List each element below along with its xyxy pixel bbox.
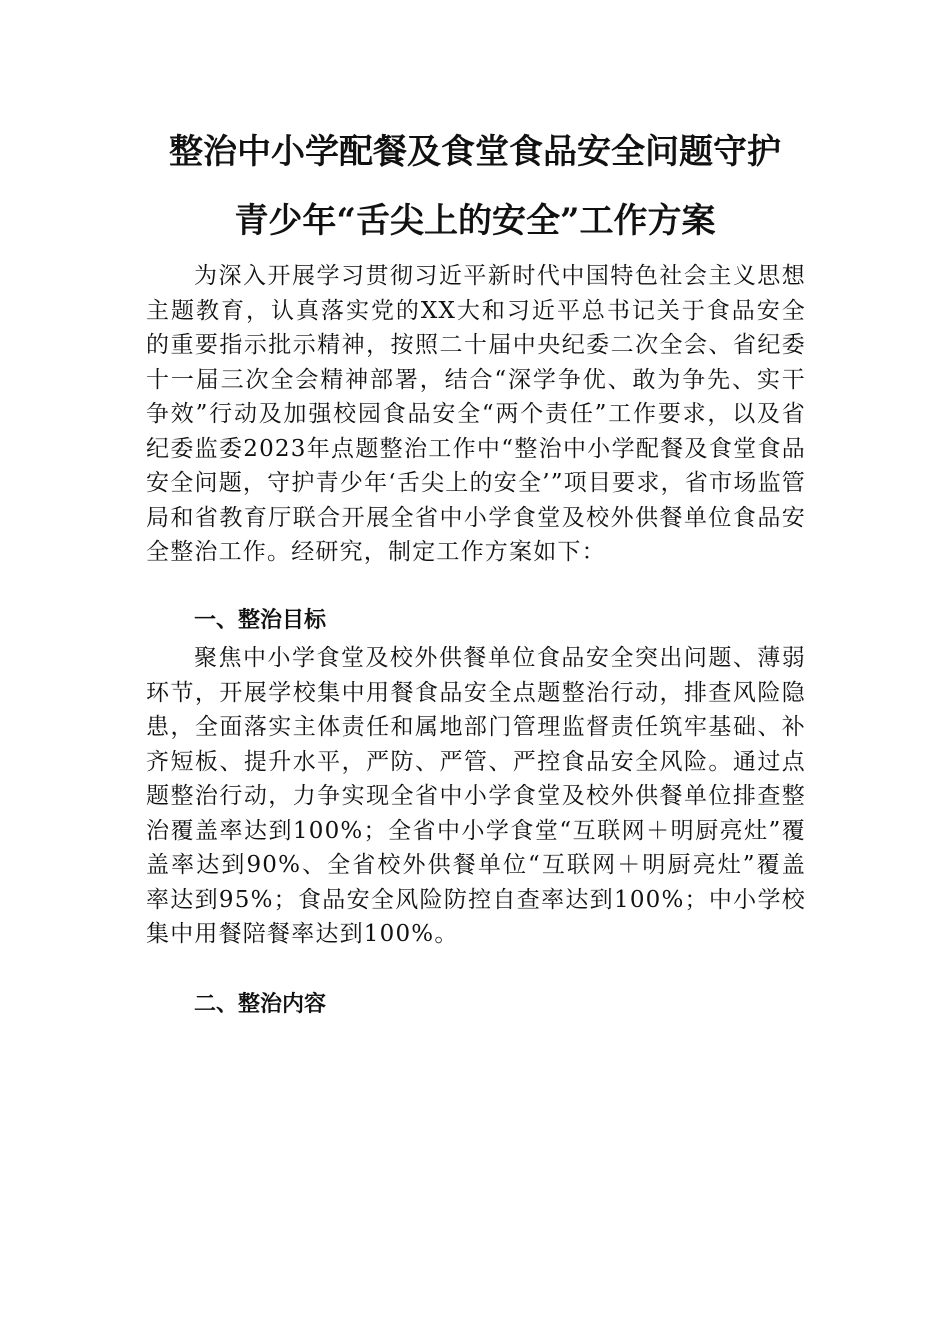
intro-paragraph: 为深入开展学习贯彻习近平新时代中国特色社会主义思想主题教育，认真落实党的XX大和习近平总书记关于食品安全的重要指示批示精神，按照二十届中央纪委二次全会、省纪委十一届三次全会精神部署，结合“深学争优、敢为争先、实干争效”行动及加强校园食品安全“两个责任”工作要求，以及省纪委监委2023年点题整治工作中“整治中小学配餐及食堂食品安全问题，守护青少年‘舌尖上的安全’”项目要求，省市场监管局和省教育厅联合开展全省中小学食堂及校外供餐单位食品安全整治工作。经研究，制定工作方案如下： — [146, 263, 806, 565]
document-title-line-1: 整治中小学配餐及食堂食品安全问题守护 — [169, 132, 781, 172]
goals-paragraph: 聚焦中小学食堂及校外供餐单位食品安全突出问题、薄弱环节，开展学校集中用餐食品安全点题整治行动，排查风险隐患，全面落实主体责任和属地部门管理监督责任筑牢基础、补齐短板、提升水平，严防、严管、严控食品安全风险。通过点题整治行动，力争实现全省中小学食堂及校外供餐单位排查整治覆盖率达到100%；全省中小学食堂“互联网＋明厨亮灶”覆盖率达到90%、全省校外供餐单位“互联网＋明厨亮灶”覆盖率达到95%；食品安全风险防控自查率达到100%；中小学校集中用餐陪餐率达到100%。 — [146, 645, 806, 947]
section-heading-content: 二、整治内容 — [194, 992, 327, 1017]
section-heading-goals: 一、整治目标 — [194, 608, 327, 633]
document-title-line-2: 青少年“舌尖上的安全”工作方案 — [234, 201, 716, 241]
